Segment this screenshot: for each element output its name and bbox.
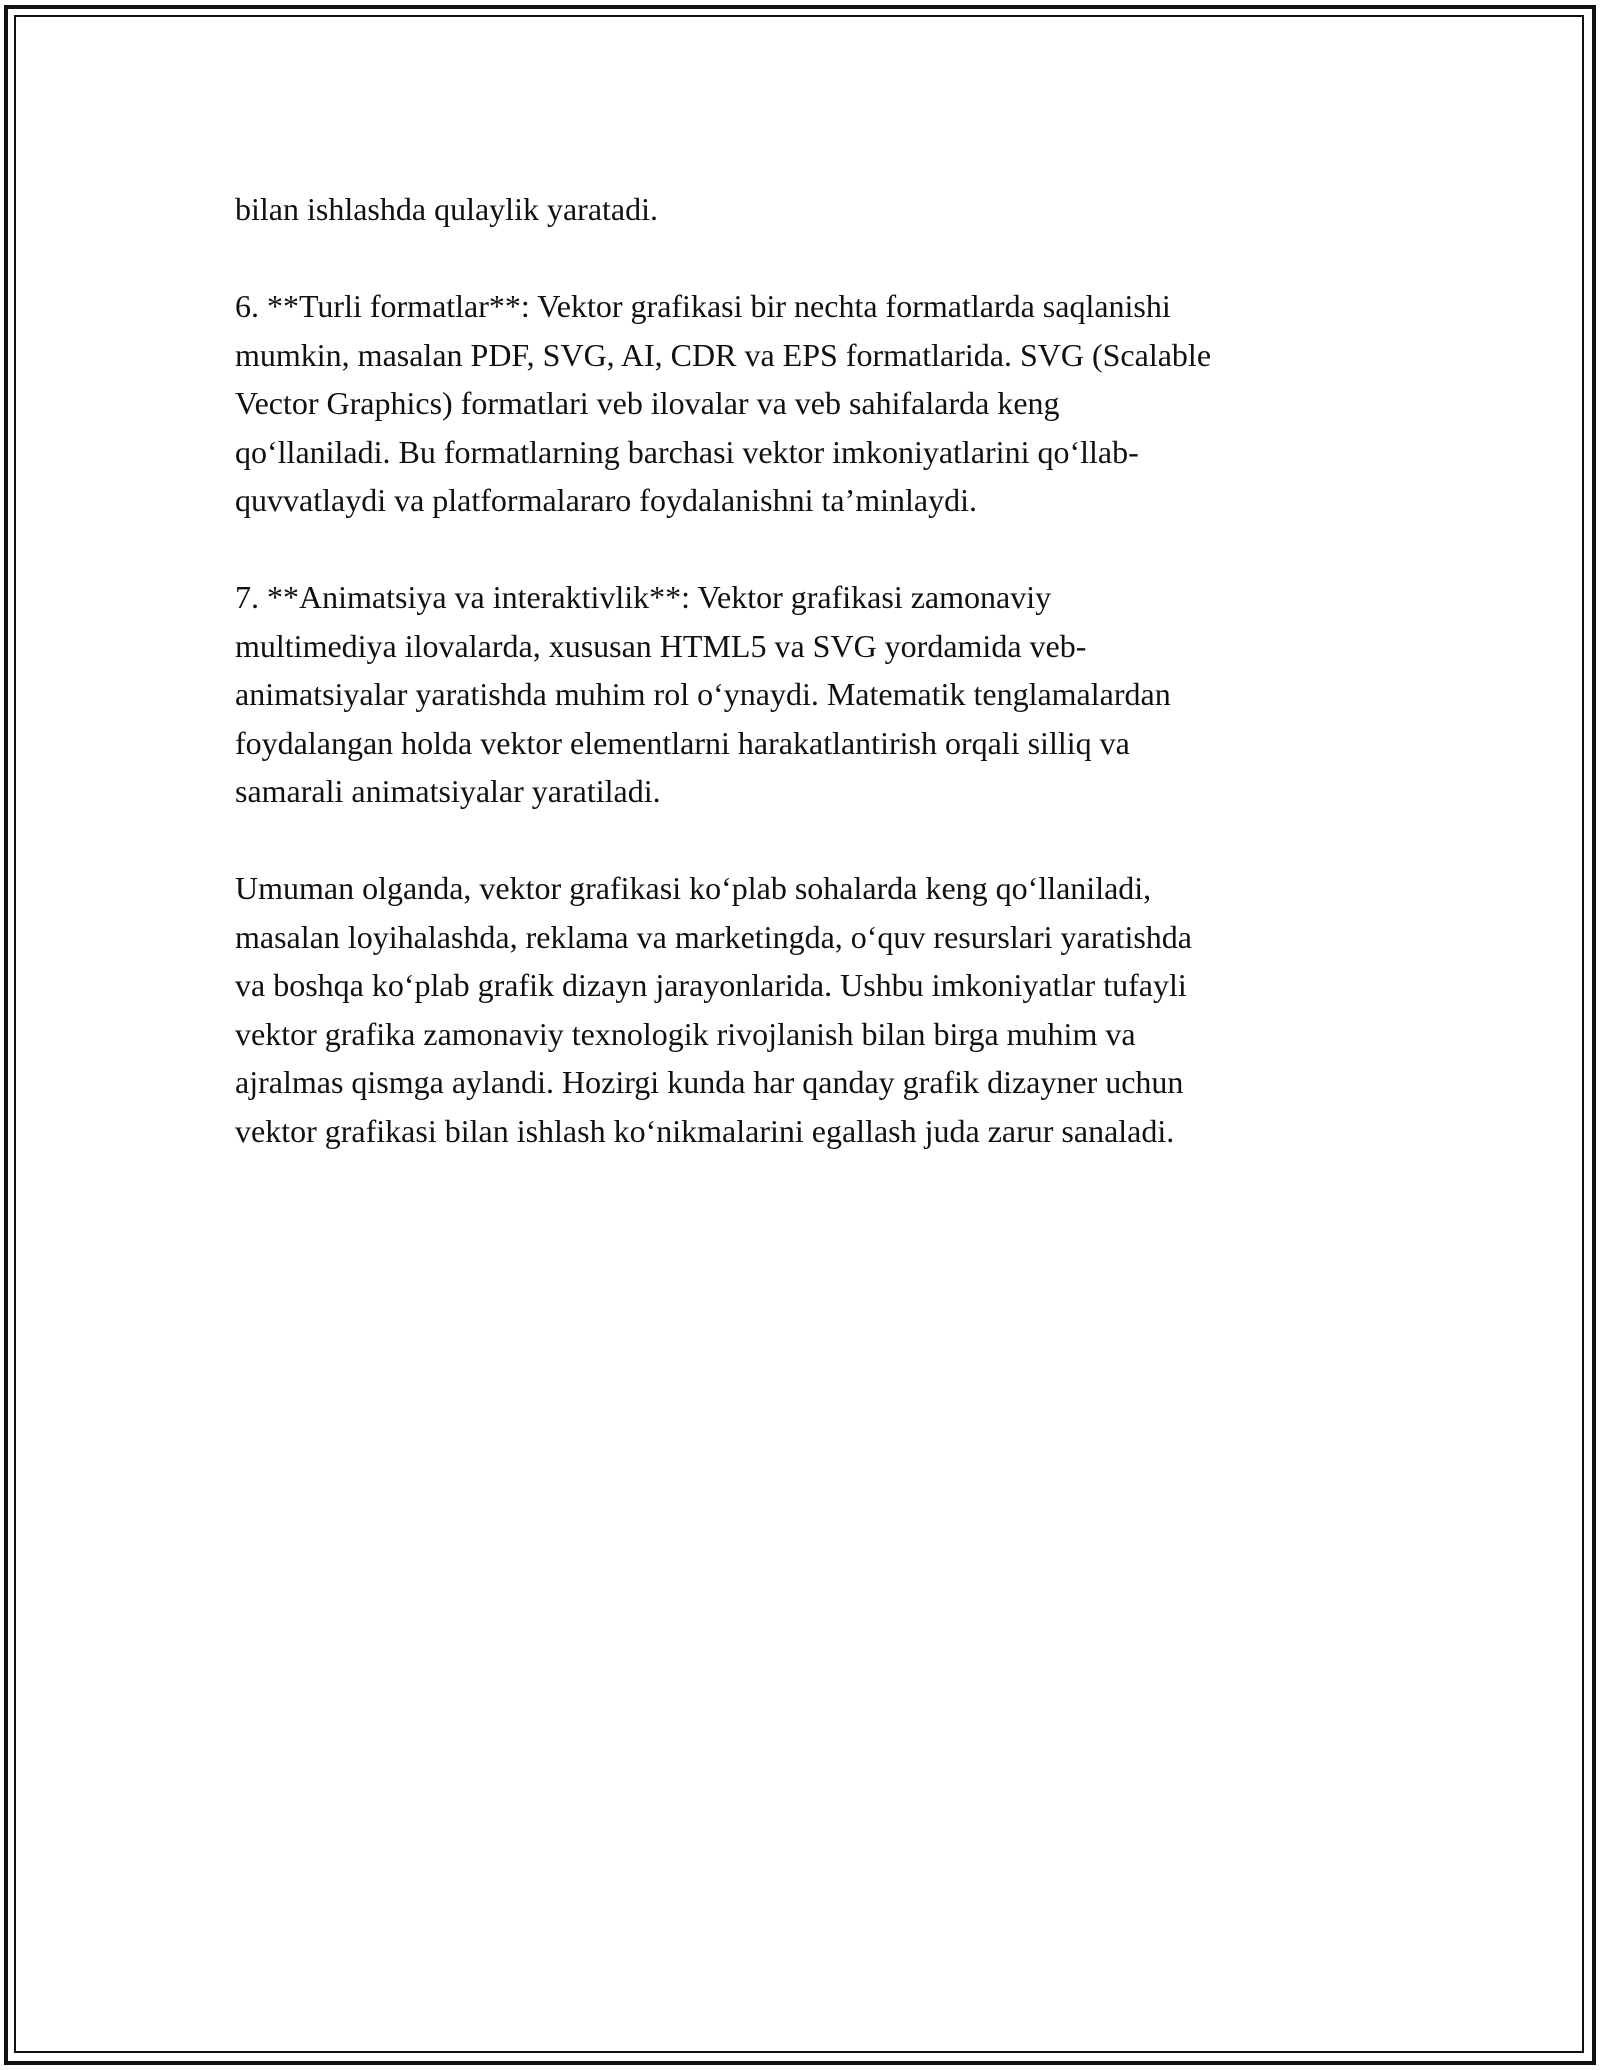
text-line: 7. **Animatsiya va interaktivlik**: Vektor grafikasi zamonaviy xyxy=(235,579,1052,615)
document-body xyxy=(235,185,1375,1204)
text-line: va boshqa ko‘plab grafik dizayn jarayonlarida. Ushbu imkoniyatlar tufayli xyxy=(235,967,1187,1003)
text-line: foydalangan holda vektor elementlarni harakatlantirish orqali silliq va xyxy=(235,724,1130,761)
paragraph-continuation xyxy=(235,185,1375,234)
text-line: mumkin, masalan PDF, SVG, AI, CDR va EPS formatlarida. SVG (Scalable xyxy=(235,336,1212,373)
text-line: vektor grafika zamonaviy texnologik rivojlanish bilan birga muhim va xyxy=(235,1015,1136,1052)
paragraph-conclusion xyxy=(235,864,1375,1155)
text-line: quvvatlaydi va platformalararo foydalanishni ta’minlaydi. xyxy=(235,482,977,518)
paragraph-turli-formatlar xyxy=(235,282,1375,525)
text-line: qo‘llaniladi. Bu formatlarning barchasi vektor imkoniyatlarini qo‘llab- xyxy=(235,433,1139,470)
text-line: 6. **Turli formatlar**: Vektor grafikasi bir nechta formatlarda saqlanishi xyxy=(235,288,1171,324)
text-line: multimediya ilovalarda, xususan HTML5 va SVG yordamida veb- xyxy=(235,627,1087,664)
text-line: Umuman olganda, vektor grafikasi ko‘plab sohalarda keng qo‘llaniladi, xyxy=(235,870,1152,906)
text-line: ajralmas qismga aylandi. Hozirgi kunda har qanday grafik dizayner uchun xyxy=(235,1064,1184,1100)
text-line: animatsiyalar yaratishda muhim rol o‘ynaydi. Matematik tenglamalardan xyxy=(235,676,1171,712)
paragraph-animatsiya xyxy=(235,573,1375,816)
text-line: samarali animatsiyalar yaratiladi. xyxy=(235,773,661,809)
text-line: Vector Graphics) formatlari veb ilovalar va veb sahifalarda keng xyxy=(235,385,1060,421)
text-line: bilan ishlashda qulaylik yaratadi. xyxy=(235,191,658,227)
text-line: masalan loyihalashda, reklama va marketingda, o‘quv resurslari yaratishda xyxy=(235,918,1192,955)
text-line: vektor grafikasi bilan ishlash ko‘nikmalarini egallash juda zarur sanaladi. xyxy=(235,1112,1175,1149)
